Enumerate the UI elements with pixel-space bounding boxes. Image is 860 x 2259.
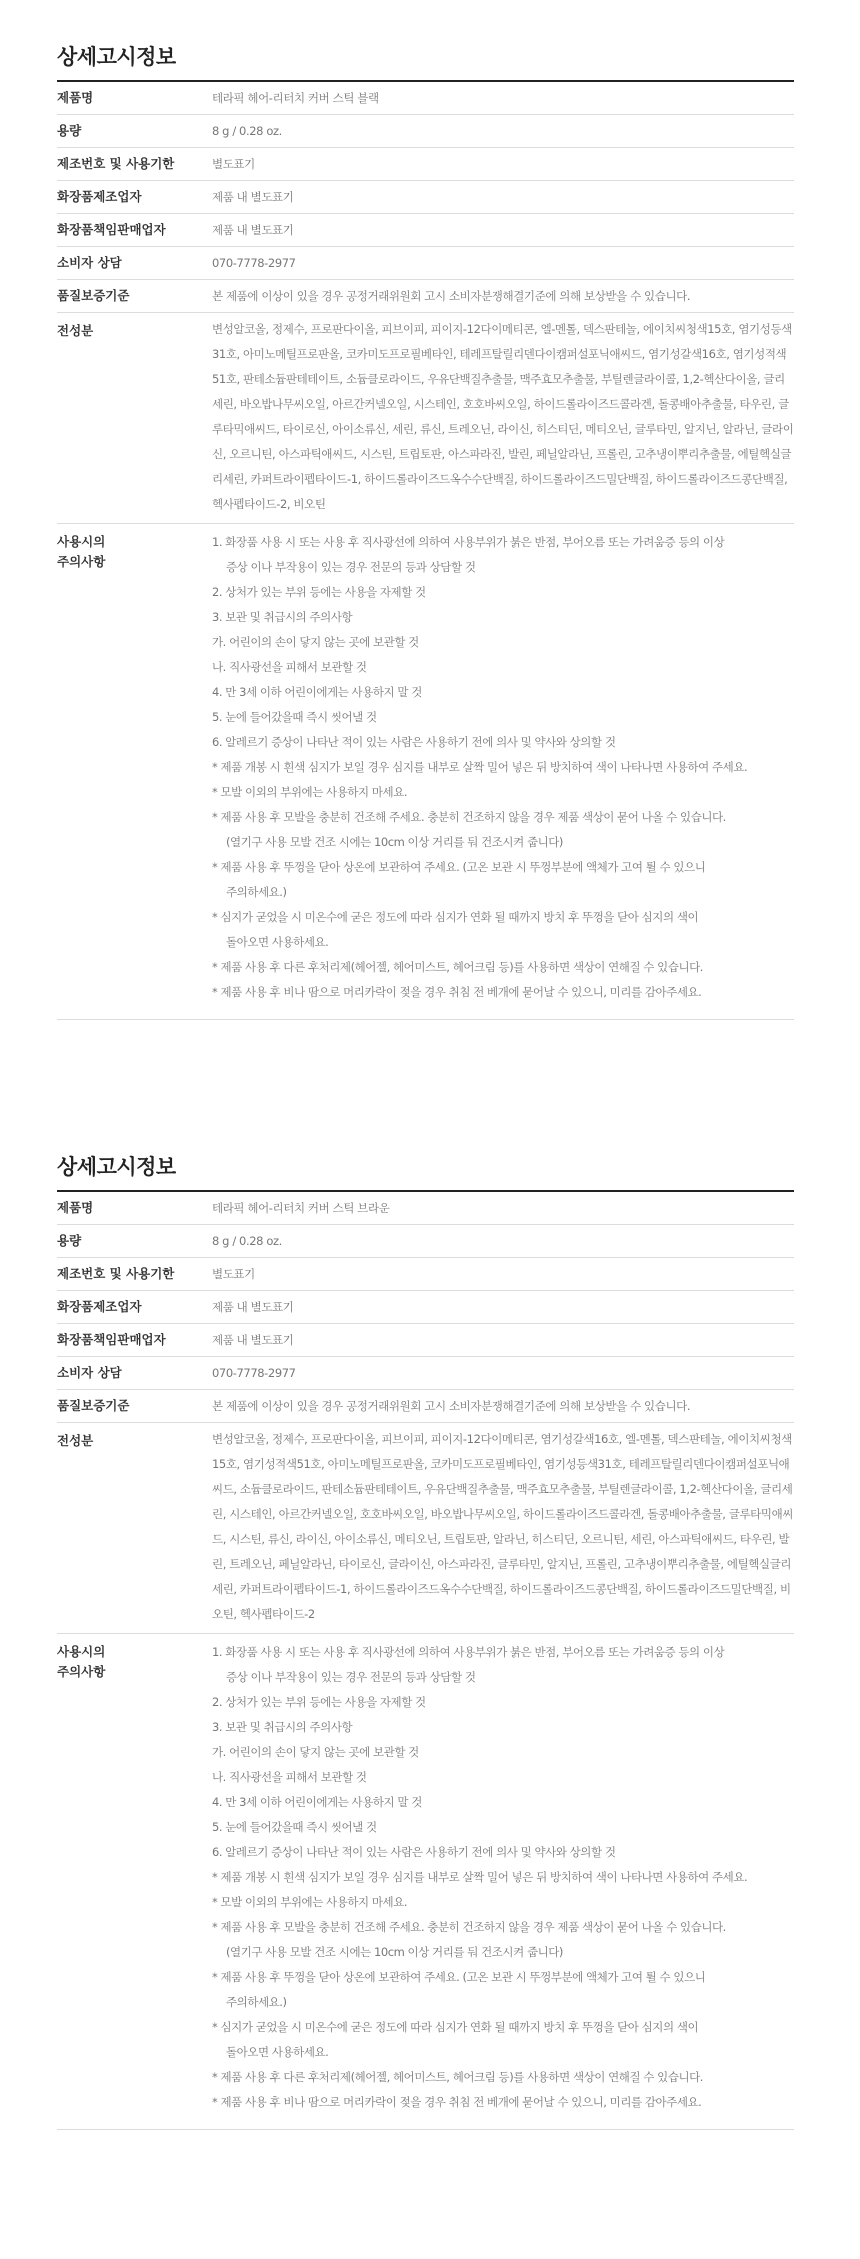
caution-label — [57, 524, 212, 1020]
product-info-section-brown — [57, 1150, 794, 2130]
caution-text-continued: 주의하세요.) — [226, 885, 287, 899]
spec-row — [57, 1192, 794, 1225]
caution-text-continued: 증상 이나 부작용이 있는 경우 전문의 등과 상담할 것 — [226, 560, 476, 574]
ingredients-text: 변성알코올, 정제수, 프로판다이올, 피브이피, 피이지-12다이메티콘, 염기성갈색16호, 엘-멘톨, 덱스판테놀, 에이치씨청색15호, 염기성적색51호, 아미노메틸프로판올, 코카미도프로필베타인, 염기성등색31호, 테레프탈릴리덴다이캠퍼설포닉애씨드, 소듐클로라이드, 판테소듐판테테이트, 우유단백질추출물, 맥주효모추출물, 부틸렌글라이콜, 1,2-헥산다이올, 글리세린, 시스테인, 아르간커넬오일, 호호바씨오일, 바오밥나무씨오일, 하이드롤라이즈드콜라겐, 돌콩배아추출물, 글루타믹애씨드, 시스틴, 류신, 라이신, 아이소류신, 메티오닌, 트립토판, 알라닌, 히스티딘, 오르니틴, 세린, 아스파틱애씨드, 타우린, 발린, 트레오닌, 페닐알라닌, 타이로신, 글라이신, 아스파라진, 글루타민, 알지닌, 프롤린, 고추냉이뿌리추출물, 에틸헥실글리세린, 카퍼트라이펩타이드-1, 하이드롤라이즈드옥수수단백질, 하이드롤라이즈드콩단백질, 하이드롤라이즈드밀단백질, 비오틴, 헥사펩타이드-2 — [212, 1423, 794, 1634]
caution-text-continued: 주의하세요.) — [226, 1995, 287, 2009]
spec-value: 8 g / 0.28 oz. — [212, 115, 794, 148]
spec-row — [57, 247, 794, 280]
caution-item — [212, 1965, 794, 2015]
caution-content — [212, 524, 794, 1020]
caution-text: 나. 직사광선을 피해서 보관할 것 — [212, 1770, 367, 1784]
spec-row — [57, 1390, 794, 1423]
section-title: 상세고시정보 — [57, 40, 794, 82]
caution-text-continued: 돌아오면 사용하세요. — [226, 2045, 329, 2059]
spec-row — [57, 115, 794, 148]
spec-label: 제품명 — [57, 82, 212, 115]
caution-item — [212, 580, 794, 605]
caution-text: 가. 어린이의 손이 닿지 않는 곳에 보관할 것 — [212, 635, 419, 649]
spec-row — [57, 1225, 794, 1258]
spec-label: 품질보증기준 — [57, 280, 212, 313]
caution-label-line: 사용시의 — [57, 1644, 106, 1659]
caution-text: 5. 눈에 들어갔을때 즉시 씻어낼 것 — [212, 710, 377, 724]
caution-text: * 제품 사용 후 모발을 충분히 건조해 주세요. 충분히 건조하지 않을 경우 제품 색상이 묻어 나올 수 있습니다. — [212, 810, 726, 824]
spec-label: 소비자 상담 — [57, 1357, 212, 1390]
spec-row — [57, 82, 794, 115]
caution-item — [212, 1890, 794, 1915]
caution-item — [212, 1865, 794, 1890]
caution-item — [212, 955, 794, 980]
caution-row — [57, 524, 794, 1020]
spec-value: 제품 내 별도표기 — [212, 1291, 794, 1324]
spec-value: 070-7778-2977 — [212, 247, 794, 280]
spec-value: 별도표기 — [212, 148, 794, 181]
caution-text: 1. 화장품 사용 시 또는 사용 후 직사광선에 의하여 사용부위가 붉은 반점, 부어오름 또는 가려움증 등의 이상 — [212, 535, 725, 549]
spec-label: 화장품제조업자 — [57, 1291, 212, 1324]
caution-item — [212, 2015, 794, 2065]
spec-row — [57, 1291, 794, 1324]
caution-item — [212, 1740, 794, 1765]
caution-item — [212, 1690, 794, 1715]
spec-row — [57, 214, 794, 247]
spec-table — [57, 1192, 794, 2130]
caution-content — [212, 1634, 794, 2130]
caution-item — [212, 705, 794, 730]
spec-value: 테라픽 헤어-리터치 커버 스틱 블랙 — [212, 82, 794, 115]
ingredients-text: 변성알코올, 정제수, 프로판다이올, 피브이피, 피이지-12다이메티콘, 엘-멘톨, 덱스판테놀, 에이치씨청색15호, 염기성등색31호, 아미노메틸프로판올, 코카미도프로필베타인, 테레프탈릴리덴다이캠퍼설포닉애씨드, 염기성갈색16호, 염기성적색51호, 판테소듐판테테이트, 소듐클로라이드, 우유단백질추출물, 맥주효모추출물, 부틸렌글라이콜, 1,2-헥산다이올, 글리세린, 바오밥나무씨오일, 아르간커넬오일, 시스테인, 호호바씨오일, 하이드롤라이즈드콜라겐, 돌콩배아추출물, 타우린, 글루타믹애씨드, 타이로신, 아이소류신, 세린, 류신, 트레오닌, 라이신, 히스티딘, 메티오닌, 글루타민, 알지닌, 알라닌, 글라이신, 오르니틴, 아스파틱애씨드, 시스틴, 트립토판, 아스파라진, 발린, 페닐알라닌, 프롤린, 고추냉이뿌리추출물, 에틸헥실글리세린, 카퍼트라이펩타이드-1, 하이드롤라이즈드옥수수단백질, 하이드롤라이즈드밀단백질, 하이드롤라이즈드콩단백질, 헥사펩타이드-2, 비오틴 — [212, 313, 794, 524]
caution-text: * 심지가 굳었을 시 미온수에 굳은 정도에 따라 심지가 연화 될 때까지 방치 후 뚜껑을 닫아 심지의 색이 — [212, 2020, 699, 2034]
spec-row — [57, 181, 794, 214]
caution-text: * 심지가 굳었을 시 미온수에 굳은 정도에 따라 심지가 연화 될 때까지 방치 후 뚜껑을 닫아 심지의 색이 — [212, 910, 699, 924]
caution-row — [57, 1634, 794, 2130]
caution-text-continued: 돌아오면 사용하세요. — [226, 935, 329, 949]
caution-text: * 제품 개봉 시 흰색 심지가 보일 경우 심지를 내부로 살짝 밀어 넣은 뒤 방치하여 색이 나타나면 사용하여 주세요. — [212, 760, 748, 774]
caution-text: * 제품 사용 후 뚜껑을 닫아 상온에 보관하여 주세요. (고온 보관 시 뚜껑부분에 액체가 고여 튈 수 있으니 — [212, 860, 706, 874]
caution-item — [212, 630, 794, 655]
caution-text-continued: (열기구 사용 모발 건조 시에는 10cm 이상 거리를 둬 건조시켜 줍니다) — [226, 1945, 563, 1959]
caution-item — [212, 605, 794, 630]
spec-row — [57, 1258, 794, 1291]
spec-value: 본 제품에 이상이 있을 경우 공정거래위원회 고시 소비자분쟁해결기준에 의해 보상받을 수 있습니다. — [212, 1390, 794, 1423]
product-info-section-black — [57, 40, 794, 1020]
spec-row — [57, 1324, 794, 1357]
caution-item — [212, 655, 794, 680]
spec-row — [57, 1357, 794, 1390]
caution-item — [212, 1640, 794, 1690]
ingredients-label: 전성분 — [57, 1423, 212, 1634]
caution-item — [212, 1815, 794, 1840]
caution-item — [212, 980, 794, 1005]
spec-label: 품질보증기준 — [57, 1390, 212, 1423]
caution-text-continued: 증상 이나 부작용이 있는 경우 전문의 등과 상담할 것 — [226, 1670, 476, 1684]
caution-text-continued: (열기구 사용 모발 건조 시에는 10cm 이상 거리를 둬 건조시켜 줍니다) — [226, 835, 563, 849]
caution-text: * 모발 이외의 부위에는 사용하지 마세요. — [212, 1895, 408, 1909]
ingredients-label: 전성분 — [57, 313, 212, 524]
caution-text: 6. 알레르기 증상이 나타난 적이 있는 사람은 사용하기 전에 의사 및 약사와 상의할 것 — [212, 1845, 616, 1859]
spec-row — [57, 148, 794, 181]
caution-item — [212, 2090, 794, 2115]
caution-item — [212, 2065, 794, 2090]
caution-text: 나. 직사광선을 피해서 보관할 것 — [212, 660, 367, 674]
caution-text: * 제품 사용 후 다른 후처리제(헤어젤, 헤어미스트, 헤어크림 등)를 사용하면 색상이 연해질 수 있습니다. — [212, 960, 704, 974]
spec-label: 용량 — [57, 1225, 212, 1258]
spec-value: 테라픽 헤어-리터치 커버 스틱 브라운 — [212, 1192, 794, 1225]
caution-item — [212, 1790, 794, 1815]
caution-item — [212, 855, 794, 905]
spec-label: 제조번호 및 사용기한 — [57, 148, 212, 181]
spec-value: 제품 내 별도표기 — [212, 181, 794, 214]
caution-text: 3. 보관 및 취급시의 주의사항 — [212, 610, 353, 624]
caution-text: 4. 만 3세 이하 어린이에게는 사용하지 말 것 — [212, 1795, 422, 1809]
caution-label — [57, 1634, 212, 2130]
caution-list — [212, 530, 794, 1005]
caution-text: 5. 눈에 들어갔을때 즉시 씻어낼 것 — [212, 1820, 377, 1834]
caution-item — [212, 905, 794, 955]
caution-text: * 제품 사용 후 뚜껑을 닫아 상온에 보관하여 주세요. (고온 보관 시 뚜껑부분에 액체가 고여 튈 수 있으니 — [212, 1970, 706, 1984]
spec-value: 별도표기 — [212, 1258, 794, 1291]
caution-text: 1. 화장품 사용 시 또는 사용 후 직사광선에 의하여 사용부위가 붉은 반점, 부어오름 또는 가려움증 등의 이상 — [212, 1645, 725, 1659]
caution-item — [212, 730, 794, 755]
spec-row — [57, 280, 794, 313]
caution-text: 2. 상처가 있는 부위 등에는 사용을 자제할 것 — [212, 1695, 426, 1709]
caution-text: * 제품 사용 후 모발을 충분히 건조해 주세요. 충분히 건조하지 않을 경우 제품 색상이 묻어 나올 수 있습니다. — [212, 1920, 726, 1934]
caution-label-line: 사용시의 — [57, 534, 106, 549]
section-title: 상세고시정보 — [57, 1150, 794, 1192]
spec-value: 제품 내 별도표기 — [212, 1324, 794, 1357]
caution-item — [212, 680, 794, 705]
spec-value: 제품 내 별도표기 — [212, 214, 794, 247]
caution-item — [212, 1765, 794, 1790]
caution-item — [212, 1840, 794, 1865]
caution-text: * 제품 사용 후 비나 땀으로 머리카락이 젖을 경우 취침 전 베개에 묻어날 수 있으니, 미리를 감아주세요. — [212, 985, 702, 999]
caution-text: 4. 만 3세 이하 어린이에게는 사용하지 말 것 — [212, 685, 422, 699]
caution-text: 3. 보관 및 취급시의 주의사항 — [212, 1720, 353, 1734]
spec-label: 용량 — [57, 115, 212, 148]
spec-value: 070-7778-2977 — [212, 1357, 794, 1390]
caution-item — [212, 805, 794, 855]
caution-item — [212, 755, 794, 780]
spec-label: 화장품제조업자 — [57, 181, 212, 214]
caution-text: * 제품 개봉 시 흰색 심지가 보일 경우 심지를 내부로 살짝 밀어 넣은 뒤 방치하여 색이 나타나면 사용하여 주세요. — [212, 1870, 748, 1884]
caution-text: 가. 어린이의 손이 닿지 않는 곳에 보관할 것 — [212, 1745, 419, 1759]
spec-table — [57, 82, 794, 1020]
ingredients-row — [57, 313, 794, 524]
spec-value: 8 g / 0.28 oz. — [212, 1225, 794, 1258]
caution-text: * 제품 사용 후 다른 후처리제(헤어젤, 헤어미스트, 헤어크림 등)를 사용하면 색상이 연해질 수 있습니다. — [212, 2070, 704, 2084]
caution-item — [212, 1915, 794, 1965]
caution-label-line: 주의사항 — [57, 554, 106, 569]
caution-list — [212, 1640, 794, 2115]
caution-label-line: 주의사항 — [57, 1664, 106, 1679]
spec-value: 본 제품에 이상이 있을 경우 공정거래위원회 고시 소비자분쟁해결기준에 의해 보상받을 수 있습니다. — [212, 280, 794, 313]
caution-text: * 모발 이외의 부위에는 사용하지 마세요. — [212, 785, 408, 799]
spec-label: 제품명 — [57, 1192, 212, 1225]
caution-item — [212, 780, 794, 805]
caution-text: 6. 알레르기 증상이 나타난 적이 있는 사람은 사용하기 전에 의사 및 약사와 상의할 것 — [212, 735, 616, 749]
spec-label: 화장품책임판매업자 — [57, 214, 212, 247]
spec-label: 화장품책임판매업자 — [57, 1324, 212, 1357]
spec-label: 소비자 상담 — [57, 247, 212, 280]
caution-item — [212, 1715, 794, 1740]
ingredients-row — [57, 1423, 794, 1634]
caution-text: 2. 상처가 있는 부위 등에는 사용을 자제할 것 — [212, 585, 426, 599]
caution-text: * 제품 사용 후 비나 땀으로 머리카락이 젖을 경우 취침 전 베개에 묻어날 수 있으니, 미리를 감아주세요. — [212, 2095, 702, 2109]
spec-label: 제조번호 및 사용기한 — [57, 1258, 212, 1291]
caution-item — [212, 530, 794, 580]
